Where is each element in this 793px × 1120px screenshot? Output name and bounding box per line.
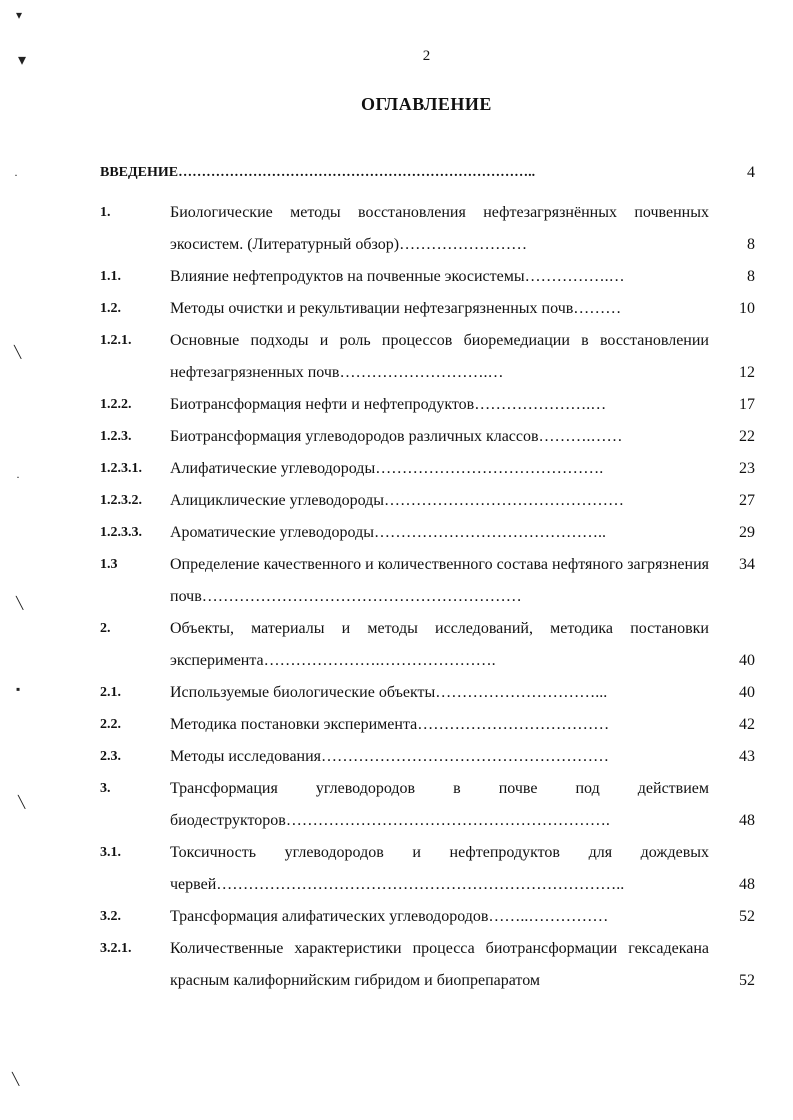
- toc-entry-page: 27: [739, 492, 755, 509]
- toc-entry-page: 40: [739, 652, 755, 669]
- scan-mark: ▪: [16, 682, 21, 696]
- toc-entry-page: 52: [739, 908, 755, 925]
- toc-entry-title: Ароматические углеводороды……………………………………..: [170, 524, 606, 541]
- toc-entry-title: Биологические методы восстановления нефтезагрязнённых почвенных экосистем. (Литературный обзор)……………………: [170, 204, 709, 253]
- toc-entry[interactable]: [100, 261, 755, 293]
- toc-entry[interactable]: [100, 677, 755, 709]
- toc-entry[interactable]: [100, 293, 755, 325]
- toc-entry-page: 8: [747, 268, 755, 285]
- scan-mark: ▾: [18, 52, 27, 69]
- toc-entry[interactable]: [100, 933, 755, 997]
- toc-entry-page: 23: [739, 460, 755, 477]
- toc-entry-title: Трансформация алифатических углеводородов……..……………: [170, 908, 609, 925]
- toc-entry[interactable]: [100, 741, 755, 773]
- toc-entry-page: 29: [739, 524, 755, 541]
- table-of-contents: [100, 157, 755, 997]
- toc-entry-title: Количественные характеристики процесса биотрансформации гексадекана красным калифорнийским гибридом и биопрепаратом: [170, 940, 709, 989]
- toc-entry-number: 1.3: [100, 557, 118, 572]
- toc-entry-number: 1.: [100, 205, 111, 220]
- toc-entry[interactable]: [100, 421, 755, 453]
- toc-entry-number: 3.1.: [100, 845, 121, 860]
- toc-entry-number: 3.2.: [100, 909, 121, 924]
- toc-entry-number: 3.: [100, 781, 111, 796]
- toc-entry-number: 1.2.3.3.: [100, 525, 142, 540]
- toc-entry-title: Объекты, материалы и методы исследований, методика постановки эксперимента………………….………………….: [170, 620, 709, 669]
- toc-entry-page: 34: [739, 556, 755, 573]
- toc-entry-page: 48: [739, 812, 755, 829]
- toc-entry[interactable]: [100, 157, 755, 189]
- toc-entry-page: 8: [747, 236, 755, 253]
- toc-entry-number: 1.2.3.2.: [100, 493, 142, 508]
- toc-entry-title: Методы очистки и рекультивации нефтезагрязненных почв………: [170, 300, 622, 317]
- toc-entry-title: Биотрансформация углеводородов различных классов……….……: [170, 428, 623, 445]
- toc-entry-title: Определение качественного и количественного состава нефтяного загрязнения почв……………………………………………………: [170, 556, 709, 605]
- toc-entry[interactable]: [100, 453, 755, 485]
- toc-entry-number: 1.2.3.: [100, 429, 132, 444]
- toc-entry-title: Токсичность углеводородов и нефтепродуктов для дождевых червей…………………………………………………………………..: [170, 844, 709, 893]
- toc-entry-number: 2.2.: [100, 717, 121, 732]
- toc-entry-title: Методы исследования………………………………………………: [170, 748, 610, 765]
- toc-entry[interactable]: [100, 709, 755, 741]
- toc-entry-title: Методика постановки эксперимента………………………………: [170, 716, 610, 733]
- toc-entry-title: Алифатические углеводороды…………………………………….: [170, 460, 604, 477]
- toc-entry-number: 2.: [100, 621, 111, 636]
- toc-entry-page: 52: [739, 972, 755, 989]
- page-title: ОГЛАВЛЕНИЕ: [361, 94, 492, 114]
- toc-entry-number: 3.2.1.: [100, 941, 132, 956]
- scan-mark: ▾: [16, 8, 23, 22]
- toc-entry-number: 1.2.1.: [100, 333, 132, 348]
- scan-mark: ╲: [12, 1072, 20, 1086]
- toc-entry-number: 2.1.: [100, 685, 121, 700]
- toc-entry-number: 1.1.: [100, 269, 121, 284]
- toc-entry[interactable]: [100, 613, 755, 677]
- toc-entry-title: Трансформация углеводородов в почве под действием биодеструкторов…………………………………………………….: [170, 780, 709, 829]
- toc-entry[interactable]: [100, 325, 755, 389]
- toc-entry-title: Биотрансформация нефти и нефтепродуктов………………….…: [170, 396, 607, 413]
- scan-mark: ·: [16, 470, 20, 484]
- scan-mark: ╲: [14, 345, 22, 359]
- toc-entry-title: ВВЕДЕНИЕ…………………………………………………………………..: [100, 165, 536, 180]
- page-number: 2: [422, 48, 431, 64]
- toc-entry-page: 22: [739, 428, 755, 445]
- toc-entry-title: Алициклические углеводороды………………………………………: [170, 492, 625, 509]
- toc-entry-page: 40: [739, 684, 755, 701]
- toc-entry-number: 1.2.3.1.: [100, 461, 142, 476]
- scan-mark: ╲: [18, 795, 26, 809]
- toc-entry-number: 2.3.: [100, 749, 121, 764]
- scan-mark: ╲: [16, 596, 24, 610]
- toc-entry-page: 42: [739, 716, 755, 733]
- toc-entry[interactable]: [100, 773, 755, 837]
- toc-entry-title: Основные подходы и роль процессов биоремедиации в восстановлении нефтезагрязненных почв……………………….…: [170, 332, 709, 381]
- toc-entry[interactable]: [100, 837, 755, 901]
- toc-entry-number: 1.2.: [100, 301, 121, 316]
- toc-entry-page: 10: [739, 300, 755, 317]
- toc-entry[interactable]: [100, 389, 755, 421]
- toc-entry-title: Используемые биологические объекты…………………………...: [170, 684, 608, 701]
- toc-entry-page: 43: [739, 748, 755, 765]
- toc-entry-page: 12: [739, 364, 755, 381]
- toc-entry[interactable]: [100, 517, 755, 549]
- toc-entry[interactable]: [100, 197, 755, 261]
- toc-entry-page: 4: [747, 164, 755, 181]
- toc-entry-number: 1.2.2.: [100, 397, 132, 412]
- toc-entry-page: 17: [739, 396, 755, 413]
- toc-entry-title: Влияние нефтепродуктов на почвенные экосистемы…………….…: [170, 268, 625, 285]
- toc-entry[interactable]: [100, 485, 755, 517]
- scan-mark: ·: [14, 168, 18, 182]
- toc-entry[interactable]: [100, 901, 755, 933]
- toc-entry-page: 48: [739, 876, 755, 893]
- toc-entry[interactable]: [100, 549, 755, 613]
